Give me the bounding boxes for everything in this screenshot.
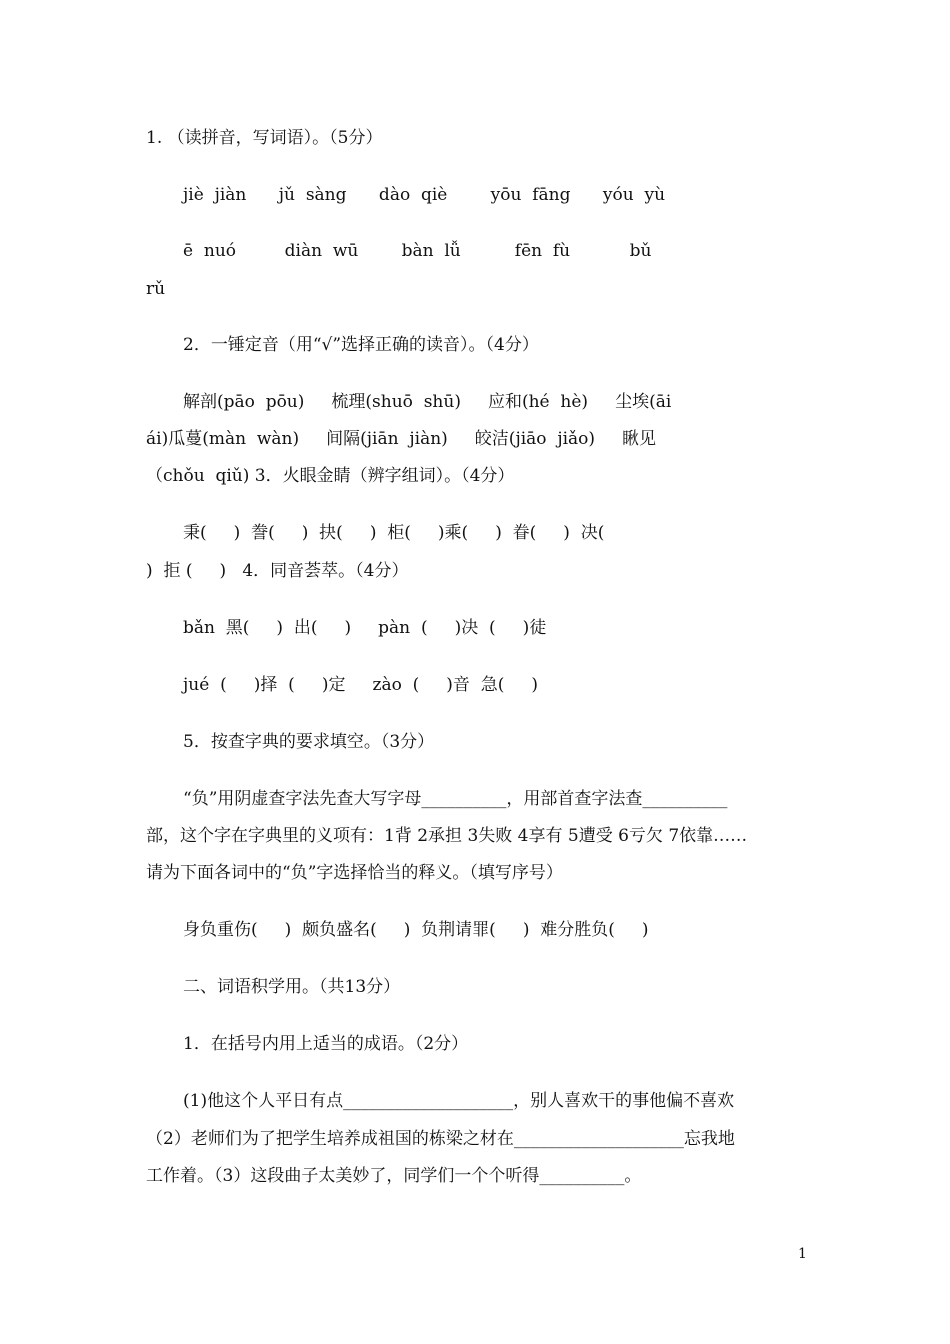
dictionary-answers: 身负重伤( ) 颇负盛名( ) 负荆请罪( ) 难分胜负( ) (183, 920, 649, 940)
homophone-row-1: bǎn 黑( ) 出( ) pàn ( )决 ( )徒 (183, 618, 547, 638)
dictionary-line-1: “负”用阴虚查字法先查大写字母__________，用部首查字法查__________ (183, 789, 728, 809)
idiom-line-2: （2）老师们为了把学生培养成祖国的栋梁之材在____________________忘我地 (146, 1129, 735, 1149)
question-2-title: 2．一锤定音（用“√”选择正确的读音）。（4分） (183, 335, 539, 355)
dictionary-line-2: 部，这个字在字典里的义项有：1背 2承担 3失败 4享有 5遭受 6亏欠 7依靠…… (146, 826, 748, 846)
page-number: 1 (798, 1246, 807, 1262)
dictionary-line-3: 请为下面各词中的“负”字选择恰当的释义。（填写序号） (146, 863, 563, 883)
reading-choice-line-1: 解剖(pāo pōu) 梳理(shuō shū) 应和(hé hè) 尘埃(āi (183, 392, 672, 412)
pinyin-row-2-wrap: rǔ (146, 279, 166, 299)
pinyin-row-2: ē nuó diàn wū bàn lǚ fēn fù bǔ (183, 241, 652, 261)
question-5-title: 5．按查字典的要求填空。（3分） (183, 732, 435, 752)
question-1-title: 1. （读拼音，写词语）。（5分） (146, 128, 383, 148)
reading-choice-line-3: （chǒu qiǔ) 3．火眼金睛（辨字组词）。（4分） (146, 466, 515, 486)
idiom-line-1: (1)他这个人平日有点____________________，别人喜欢干的事他偏不喜欢 (183, 1091, 735, 1111)
reading-choice-line-2: ái)瓜蔓(màn wàn) 间隔(jiān jiàn) 皎洁(jiāo jiǎo) 瞅见 (146, 429, 657, 449)
word-formation-line-2: ) 拒 ( ) 4．同音荟萃。（4分） (146, 561, 409, 581)
pinyin-row-1: jiè jiàn jǔ sàng dào qiè yōu fāng yóu yù (183, 185, 666, 205)
section-2-question-1: 1．在括号内用上适当的成语。（2分） (183, 1034, 469, 1054)
idiom-line-3: 工作着。（3）这段曲子太美妙了，同学们一个个听得__________。 (146, 1166, 642, 1186)
homophone-row-2: jué ( )择 ( )定 zào ( )音 急( ) (183, 675, 538, 695)
word-formation-line-1: 秉( ) 誊( ) 抉( ) 柜( )乘( ) 眷( ) 决( (183, 523, 605, 543)
section-2-title: 二、词语积学用。（共13分） (183, 977, 401, 997)
